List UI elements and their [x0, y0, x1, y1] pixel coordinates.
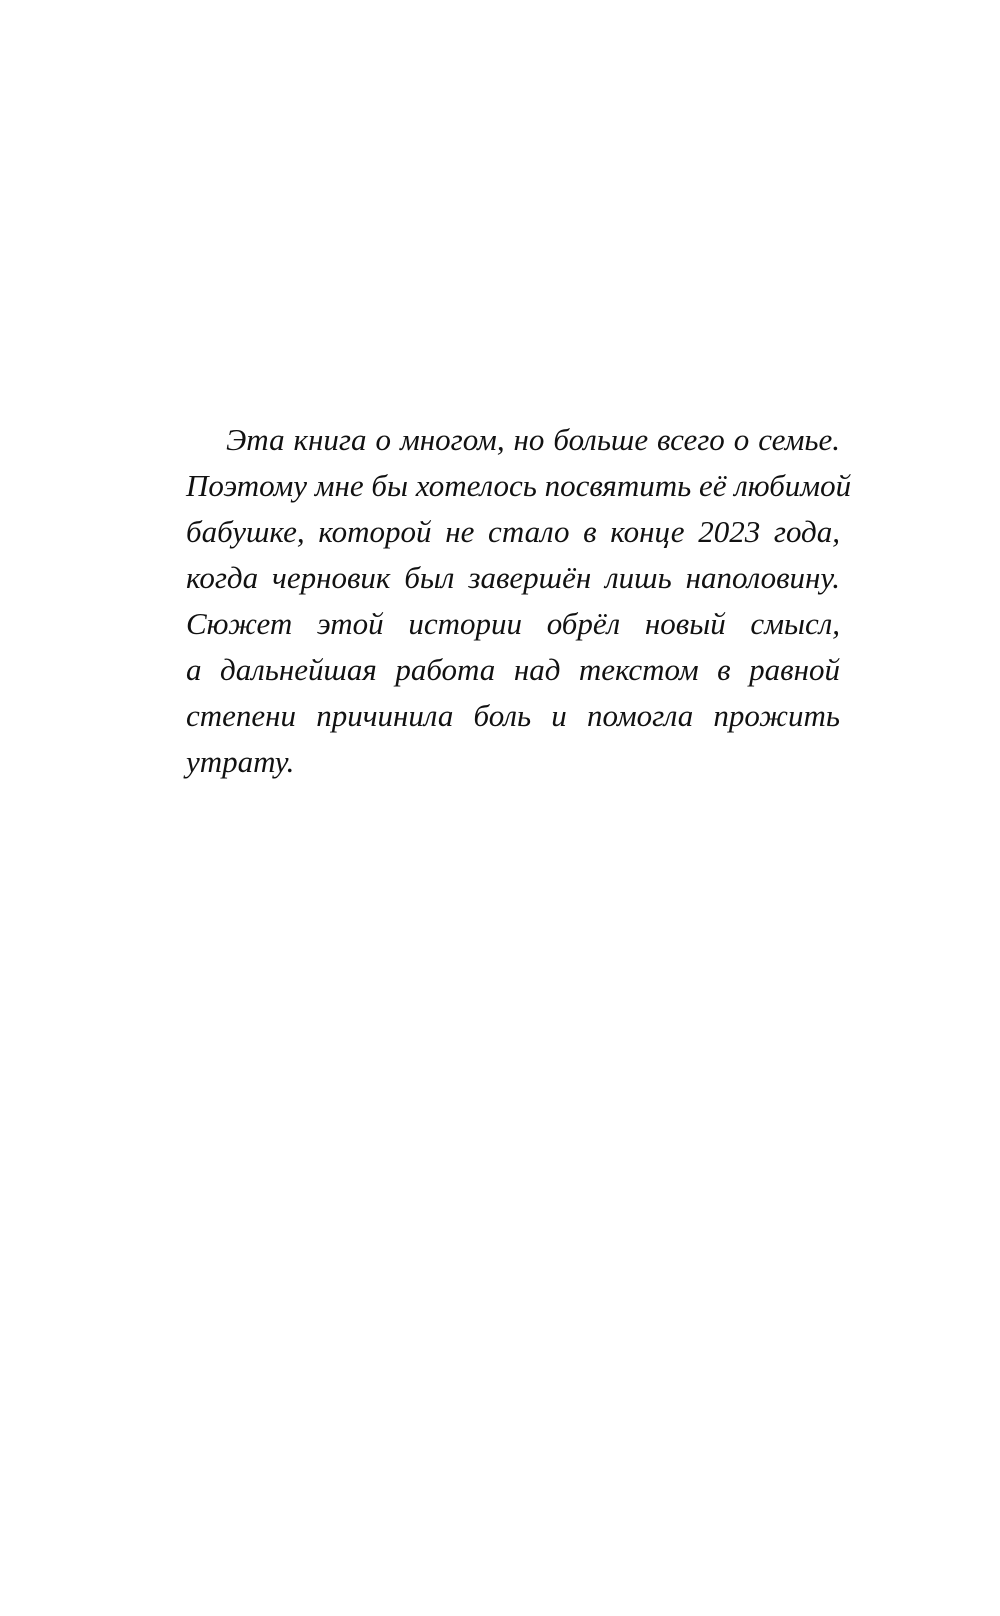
dedication-line: степени причинила боль и помогла прожить: [186, 698, 840, 733]
dedication-line: Сюжет этой истории обрёл новый смысл,: [186, 606, 840, 641]
dedication-paragraph: [186, 417, 852, 785]
dedication-line: утрату.: [186, 744, 295, 779]
dedication-line: Поэтому мне бы хотелось посвятить её любимой: [186, 468, 852, 503]
dedication-line: а дальнейшая работа над текстом в равной: [186, 652, 840, 687]
dedication-line: когда черновик был завершён лишь наполовину.: [186, 560, 840, 595]
dedication-line: бабушке, которой не стало в конце 2023 года,: [186, 514, 840, 549]
dedication-line: Эта книга о многом, но больше всего о семье.: [226, 422, 840, 457]
